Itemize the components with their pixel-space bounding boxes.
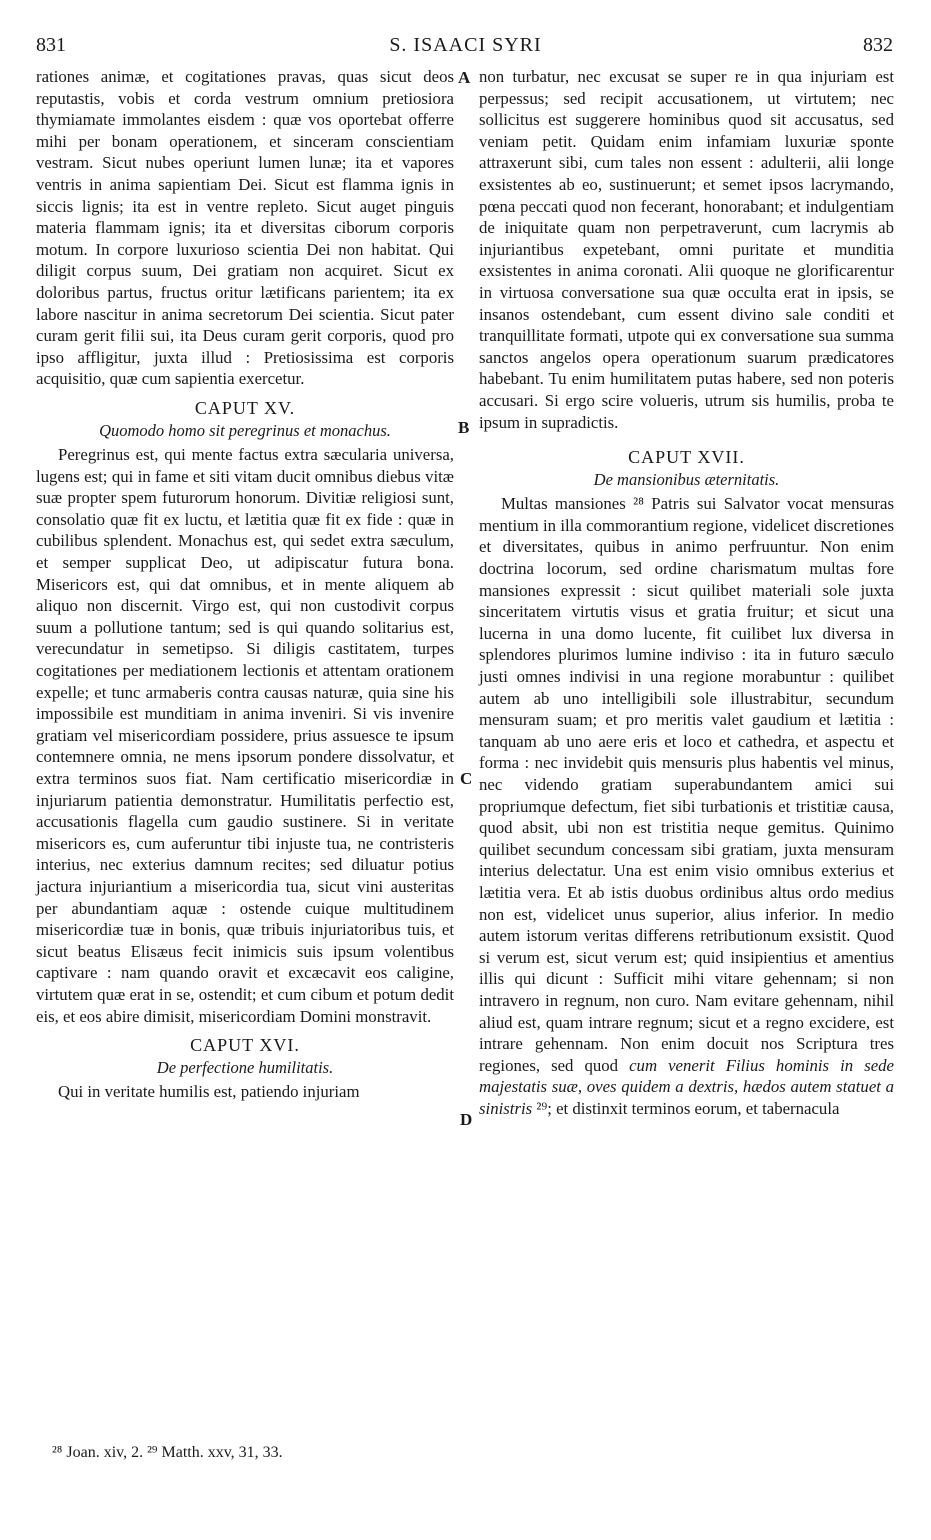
paragraph-text: Multas mansiones ²⁸ Patris sui Salvator vocat mensuras mentium in illa commorantium regione, videlicet discretiones et diversitates, quibus in animo perfruuntur. Non enim doctrina locorum, sed ordine charismatum multas fore mansiones expressit : sicut quilibet materiali sole juxta sinceritatem virtutis visus et gratia fruitur; et sicut una lucerna in una domo lucente, fit cuilibet lux diversa in splendores plurimos lumine indiviso : ita in futuro sæculo justi omnes indivisi in una regione morabuntur : quilibet autem ab uno intelligibili sole illustrabitur, secundum mensuram suam; et pro meritis valet gaudium et lætitia : tanquam ab uno aere eris et loco et cathedra, et aspectu et forma : nec invidebit quis mensuris plus habentis vel minus, nec videndo gratiam superabundantem amici sui propriumque defectum, fiet sibi turbationis et tristitiæ causa, quod absit, ubi non est tristitia neque gemitus. Quinimo quilibet secundum concessam sibi gratiam, juxta mensuram interius delectatur. Una est enim visio omnibus exterius et lætitia vera. Et ab istis duobus ordinibus altus ordo medius non est, videlicet unus superior, alius inferior. In medio autem istorum veritas differens retributionum exsistit. Quod si verum est, sicut verum est; quid insipientius et amentius illis qui dicunt : Sufficit mihi vitare gehennam; si non intravero in regnum, non curo. Nam evitare gehennam, nihil aliud est, quam intrare regnum; sicut et a regno excidere, est intrare gehennam. Non enim docuit nos Scriptura tres regiones, sed quod	[479, 494, 894, 1075]
chapter-subtitle: De perfectione humilitatis.	[156, 1057, 334, 1077]
paragraph: rationes animæ, et cogitationes pravas, quas sicut deos reputastis, vobis et corda vestrum omnium pretiosiora thymiamate immolantes eisdem : quæ vos oportebat offerre mihi per bonam operationem, et sinceram conscientiam vestram. Sicut nubes operiunt lumen lunæ; ita et vapores ventris in anima sapientiam Dei. Sicut est flamma ignis in siccis lignis; ita est in ventre repleto. Sicut auget pinguis materia flammam ignis; ita et diversitas ciborum corporis motum. In corpore luxurioso scientia Dei non habitat. Qui diligit corpus suum, Dei gratiam non acquiret. Sicut ex doloribus partus, fructus oritur lætificans parientem; ita ex labore nascitur in anima secretorum Dei scientia. Sicut pater curam gerit filii sui, ita Deus curam gerit corporis, quod pro ipso affligitur, juxta illud : Pretiosissima est corporis acquisitio, quæ cum sapientia exercetur.	[36, 67, 454, 389]
page-header	[0, 34, 931, 64]
page-number-left: 831	[36, 34, 66, 56]
paragraph: Qui in veritate humilis est, patiendo injuriam	[58, 1082, 360, 1102]
paragraph: Peregrinus est, qui mente factus extra sæcularia universa, lugens est; qui in fame et siti vitam ducit omnibus diebus vitæ suæ propter spem futurorum honorum. Divitiæ religiosi sunt, consolatio quæ fit ex luctu, et lætitia quæ fit ex fide : quæ in cubilibus splendent. Monachus est, qui sedet extra sæculum, et semper supplicat Deo, ut adipiscatur futura bona. Misericors est, qui dat omnibus, et in mente aliquem ab aliquo non discernit. Virgo est, qui non custodivit corpus suum a pollutione tantum; sed is qui quando solitarius est, verecundatur in semetipso. Si diligis castitatem, turpes cogitationes per mediationem lectionis et attentam orationem expelle; et tunc armaberis contra causas naturæ, quia sine his impossibile est munditiam in anima inveniri. Si vis invenire gratiam vel misericordiam possidere, prius assuesce te ipsum contemnere omnia, ne mens ipsorum pondere dissolvatur, et extra terminos suos fiat. Nam certificatio misericordiæ in injuriarum patientia demonstratur. Humilitatis perfectio est, accusationis flagella cum gaudio sustinere. Si in veritate misericors es, cum auferuntur tibi injuste tua, ne contristeris interius, nec exterius damnum recites; sed diluatur potius jactura injuriantium a misericordia tua, sicut vini austeritas per abundantiam aquæ : ostende cuique multitudinem misericordiæ tuæ in bonis, quæ tribuis injuriatoribus tuis, et sicut beatus Elisæus fecit inimicis suis ipsum volentibus captivare : nam quando oravit et excæcavit eos caligine, virtutem quæ erat in se, ostendit; et cum cibum et potum dedit eis, et eos abire dimisit, misericordiam Domini monstravit.	[36, 445, 454, 1026]
margin-marker-a: A	[458, 68, 471, 87]
page-number-right: 832	[863, 34, 893, 56]
margin-marker-d: D	[460, 1110, 473, 1129]
chapter-heading: CAPUT XVII.	[628, 447, 745, 468]
margin-marker-b: B	[458, 418, 470, 437]
left-column	[36, 66, 454, 1103]
margin-marker-c: C	[460, 769, 473, 788]
footnotes: ²⁸ Joan. xiv, 2. ²⁹ Matth. xxv, 31, 33.	[52, 1444, 283, 1461]
chapter-heading: CAPUT XVI.	[190, 1035, 300, 1056]
paragraph: non turbatur, nec excusat se super re in qua injuriam est perpessus; sed recipit accusationem, ut virtutem; nec sollicitus est suggerere hominibus quod sit accusatus, sed veniam petit. Quidam enim infamiam luxuriæ sponte attraxerunt sibi, cum tales non essent : adulterii, alii longe exsistentes ab eo, sustinuerunt; et semet ipsos lacrymando, pœna peccati quod non fecerant, honorabant; et indulgentiam de iniquitate quam non perpetraverunt, cum lacrymis ab injuriantibus expetebant, omni puritate et munditia exsistentes in anima coronati. Alii quoque ne glorificarentur in virtuosa conversatione sua quæ occulta erat in ipsis, se insanos ostendebant, cum essent divino sale conditi et tranquillitate formati, utpote qui ex conversatione sua summa sanctos angelos opera operationum suarum prædicatores habebant. Tu enim humilitatem putas habere, sed non poteris accusari. Si ergo scire volueris, utrum sis humilis, proba te ipsum in supradictis.	[479, 67, 894, 432]
chapter-subtitle: De mansionibus æternitatis.	[593, 469, 780, 489]
paragraph-text-end: ²⁹; et distinxit terminos eorum, et tabernacula	[532, 1098, 840, 1118]
paragraph	[479, 493, 894, 1119]
scripture-quote: cum venerit Filius hominis in sede majestatis suæ, oves quidem a dextris, hædos autem statuet a sinistris	[479, 1055, 895, 1118]
chapter-heading: CAPUT XV.	[194, 397, 296, 418]
right-column	[479, 66, 894, 1120]
running-title: S. ISAACI SYRI	[389, 34, 542, 56]
chapter-subtitle: Quomodo homo sit peregrinus et monachus.	[99, 420, 391, 440]
